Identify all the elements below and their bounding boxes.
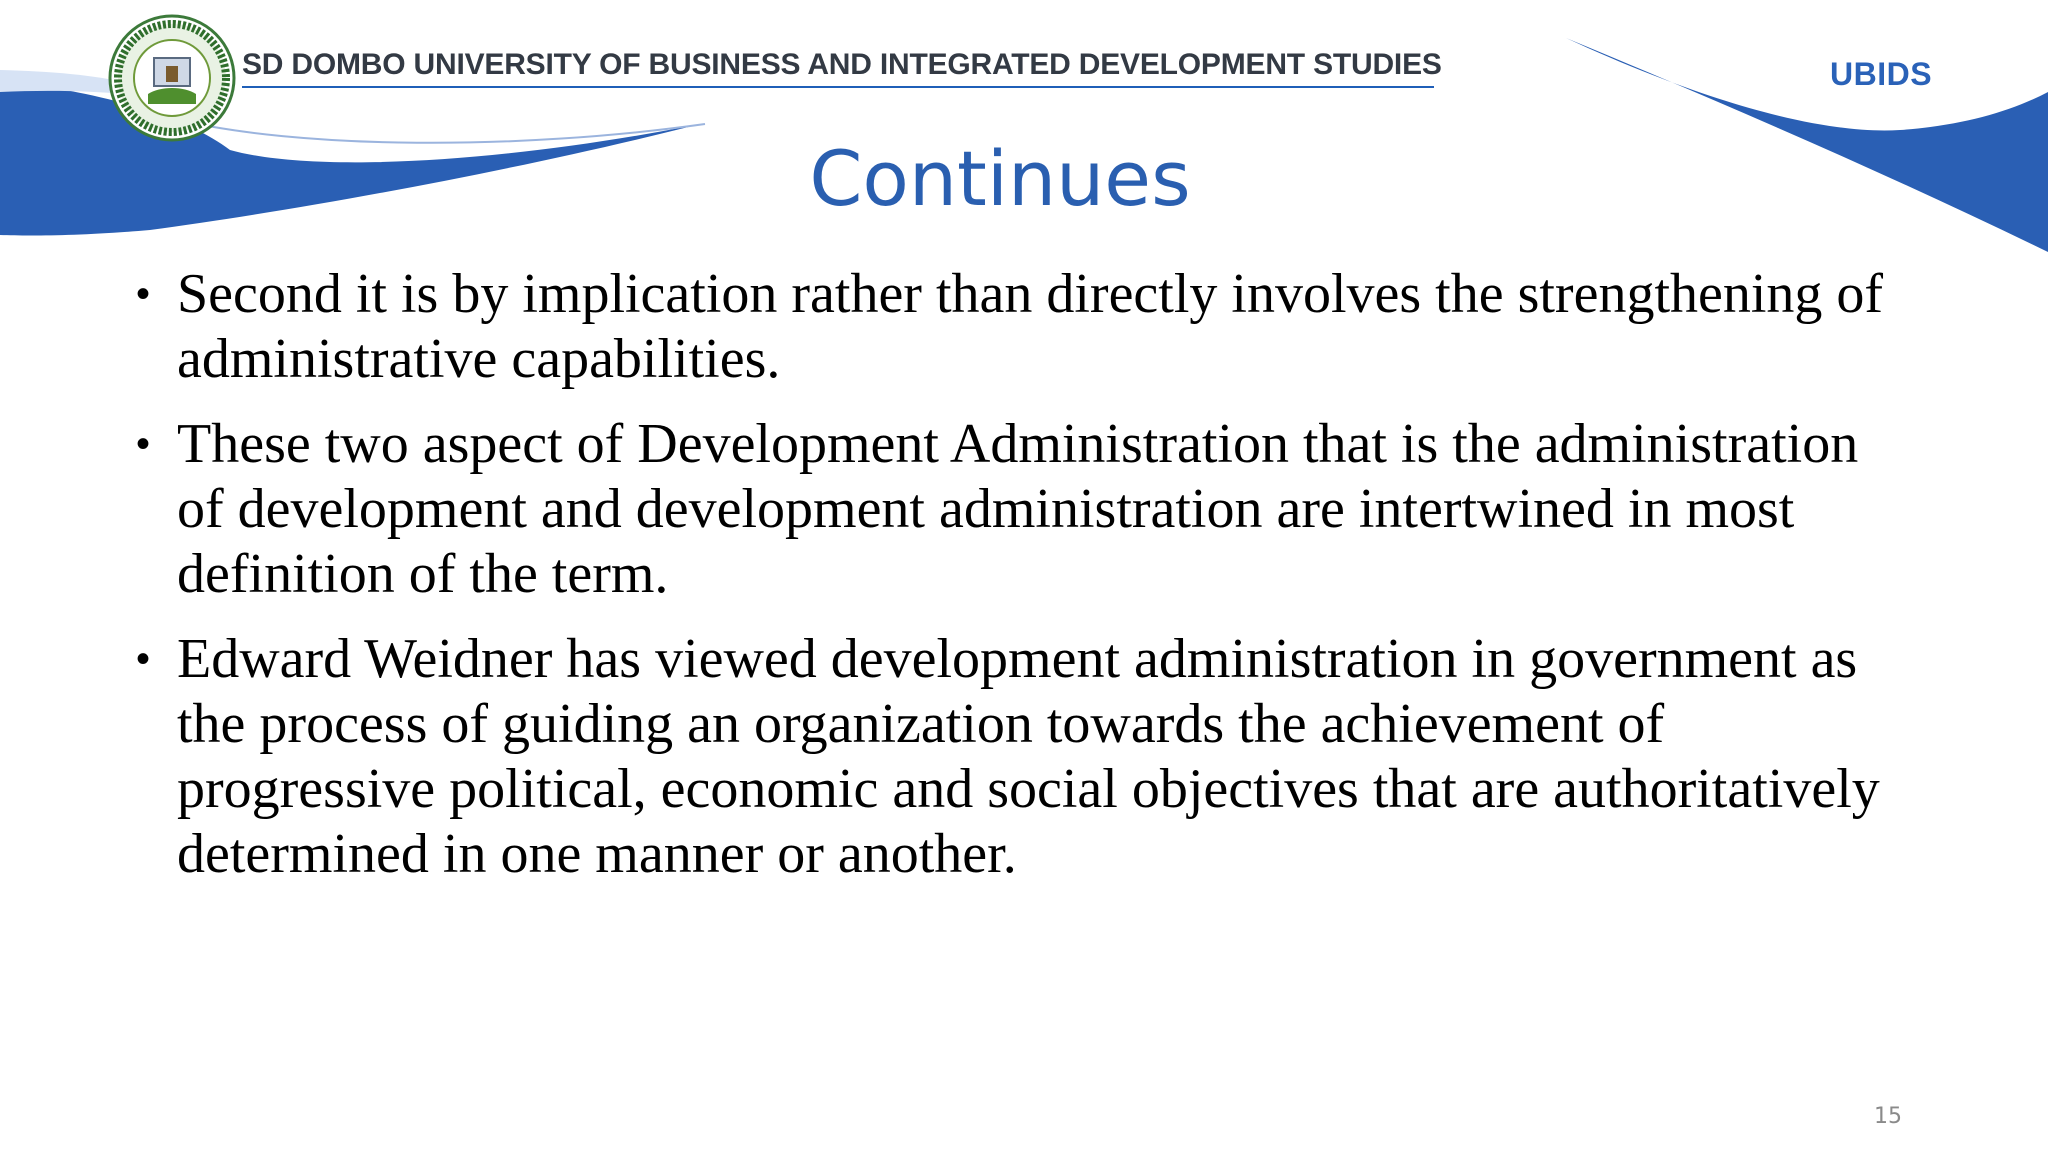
bullet-text: Edward Weidner has viewed development administration in government as the process of guiding an organization towards the achievement of progressive political, economic and social objectives that are authoritatively determined in one manner or another. (177, 628, 1880, 885)
bullet-marker: • (136, 422, 151, 466)
bullet-marker: • (136, 637, 151, 681)
page-number: 15 (1874, 1104, 1902, 1129)
bullet-list (136, 262, 1896, 907)
university-seal-logo (108, 14, 236, 142)
bullet-text: These two aspect of Development Administration that is the administration of development and development administration are intertwined in most definition of the term. (177, 413, 1859, 605)
university-name-underline (242, 86, 1434, 88)
slide-title: Continues (809, 134, 1191, 223)
bullet-text: Second it is by implication rather than directly involves the strengthening of administrative capabilities. (177, 263, 1884, 390)
bullet-marker: • (136, 272, 151, 316)
bullet-item (136, 412, 1896, 607)
university-name: SD DOMBO UNIVERSITY OF BUSINESS AND INTEGRATED DEVELOPMENT STUDIES (242, 48, 1442, 81)
bullet-item (136, 262, 1896, 392)
university-abbreviation: UBIDS (1830, 56, 1933, 92)
bullet-item (136, 627, 1896, 887)
